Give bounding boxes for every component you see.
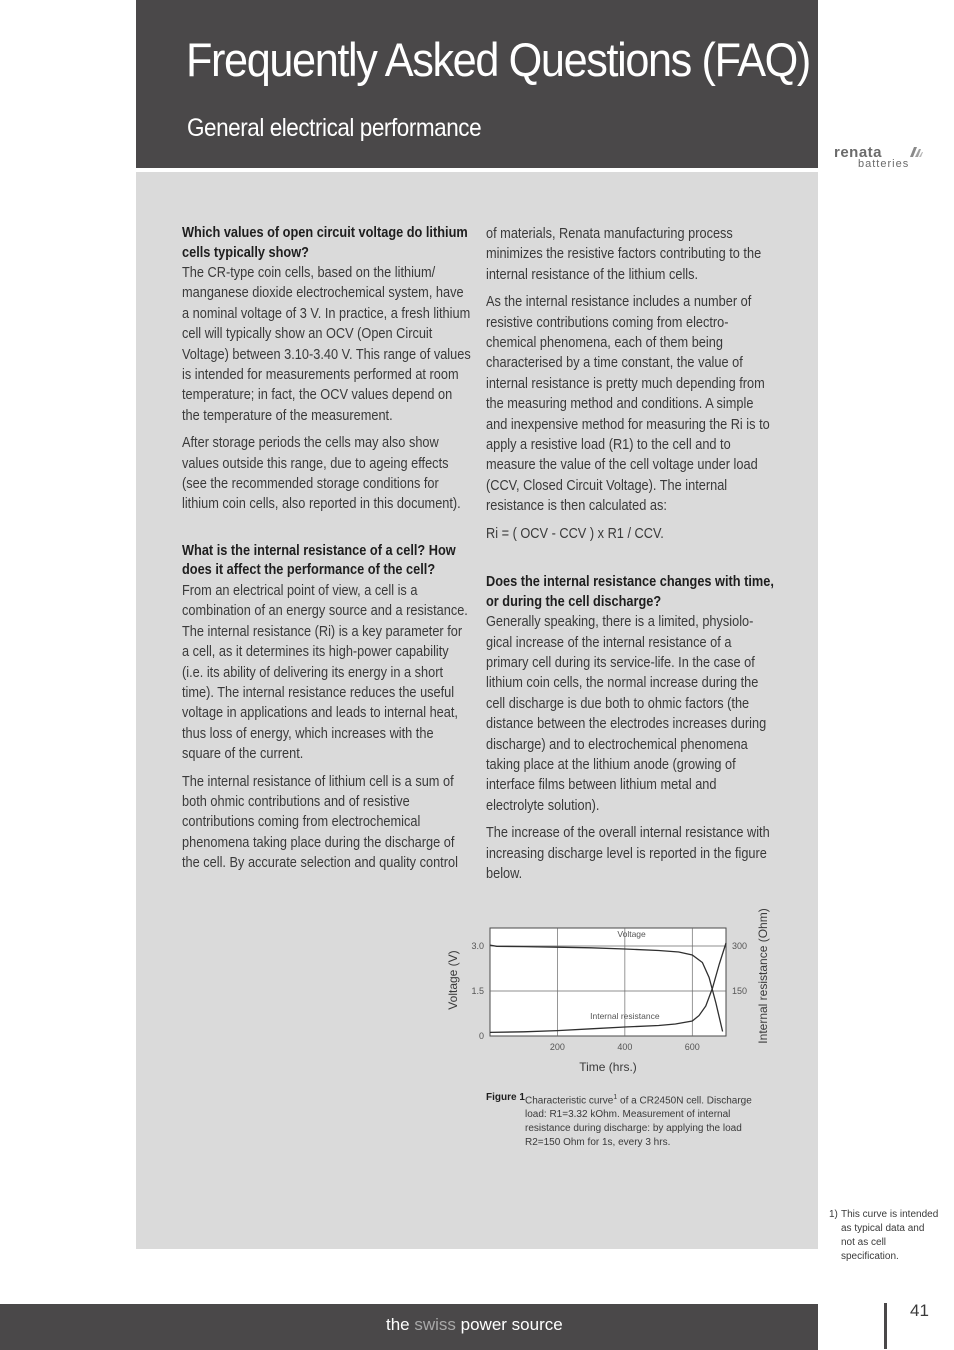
x-tick-label: 200 (549, 1042, 565, 1052)
question-heading: What is the internal resistance of a cell? How does it affect the performance of the cell? (182, 542, 456, 579)
figure-label: Figure 1 (486, 1092, 525, 1103)
tagline-accent: swiss (414, 1315, 456, 1334)
page-header (136, 0, 818, 168)
footnote-text: This curve is intended as typical data and not as cell specification. (841, 1209, 939, 1262)
y-axis-label: Voltage (V) (446, 950, 460, 1010)
question-heading: Which values of open circuit voltage do lithium cells typically show? (182, 225, 468, 261)
paragraph: The increase of the overall internal resistance with increasing discharge level is reported in the figure below. (486, 825, 770, 882)
right-column (486, 224, 776, 891)
paragraph: Generally speaking, there is a limited, physiolo-gical increase of the internal resistance of a primary cell during its service-life. In the case of lithium coin cells, the normal increase during the cell discharge is due both to ohmic factors (the distance between the electrodes increases during discharge) and to electrochemical phenomena taking place at the lithium anode (growing of interface films between lithium metal and electrolyte solution). (486, 614, 767, 814)
y2-axis-label: Internal resistance (Ohm) (756, 908, 770, 1044)
x-axis-label: Time (hrs.) (579, 1060, 637, 1074)
paragraph: After storage periods the cells may also show values outside this range, due to ageing effects (see the recommended storage conditions for lithium coin cells, also reported in this document). (182, 435, 461, 513)
series-label-voltage: Voltage (617, 929, 646, 939)
y-tick-label: 3.0 (471, 941, 484, 951)
y-tick-label: 1.5 (471, 986, 484, 996)
left-column (182, 224, 472, 881)
caption-superscript: 1 (613, 1094, 618, 1101)
characteristic-curve-chart (440, 900, 780, 1080)
footer-tagline (386, 1315, 563, 1335)
renata-logo (834, 144, 934, 174)
question-heading: Does the internal resistance changes with time, or during the cell discharge? (486, 574, 774, 610)
y2-tick-label: 300 (732, 941, 748, 951)
logo-mark-icon (910, 146, 924, 158)
logo-wordmark: renata (834, 144, 883, 161)
page-number: 41 (910, 1301, 929, 1320)
footnote-number: 1) (829, 1209, 838, 1220)
series-label-internal-resistance: Internal resistance (590, 1010, 660, 1021)
paragraph: From an electrical point of view, a cell is a combination of an energy source and a resistance. The internal resistance (Ri) is a key parameter for a cell, as it determines its high-power capability (i.e. its ability of delivering its energy in a short time). The internal resistance reduces the useful voltage in applications and leads to internal heat, thus loss of energy, which increases with the square of the current. (182, 582, 468, 763)
logo-subtext: batteries (858, 158, 910, 170)
paragraph: As the internal resistance includes a number of resistive contributions coming from electro-chemical phenomena, each of them being characterised by a time constant, the value of internal resistance is pretty much depending from the measuring method and conditions. A simple and inexpensive method for measuring the Ri is to apply a resistive load (R1) to the cell and to measure the value of the cell voltage under load (CCV, Closed Circuit Voltage). The internal resistance is then calculated as: (486, 294, 770, 515)
content-panel (136, 172, 818, 1249)
tagline-part: power source (455, 1315, 563, 1334)
x-tick-label: 400 (617, 1042, 633, 1052)
tagline-part: the (386, 1315, 415, 1334)
paragraph: The CR-type coin cells, based on the lithium/ manganese dioxide electrochemical system, have a nominal voltage of 3 V. In practice, a fresh lithium cell will typically show an OCV (Open Circuit Voltage) between 3.10-3.40 V. This range of values is intended for measurements performed at room temperature; in fact, the OCV values depend on the temperature of the measurement. (182, 265, 471, 424)
page-title: Frequently Asked Questions (FAQ) (186, 33, 810, 86)
page-subtitle: General electrical performance (187, 114, 482, 142)
paragraph: The internal resistance of lithium cell is a sum of both ohmic contributions and of resistive contributions coming from electrochemical phenomena taking place during the discharge of the cell. By accurate selection and quality control (182, 773, 458, 872)
caption-part: of a CR2450N cell. Discharge load: R1=3.32 kOhm. Measurement of internal resistance during discharge: by applying the load R2=150 Ohm for 1s, every 3 hrs. (525, 1095, 752, 1149)
y-tick-label: 0 (478, 1031, 484, 1041)
caption-part: Characteristic curve (525, 1095, 614, 1107)
page-footer (0, 1304, 818, 1350)
y2-tick-label: 150 (732, 986, 748, 996)
page-number-rule (884, 1303, 887, 1349)
paragraph: of materials, Renata manufacturing process minimizes the resistive factors contributing to the internal resistance of the lithium cells. (486, 226, 762, 283)
x-tick-label: 600 (684, 1042, 700, 1052)
formula: Ri = ( OCV - CCV ) x R1 / CCV. (486, 525, 664, 542)
figure-caption-text (525, 1091, 765, 1150)
